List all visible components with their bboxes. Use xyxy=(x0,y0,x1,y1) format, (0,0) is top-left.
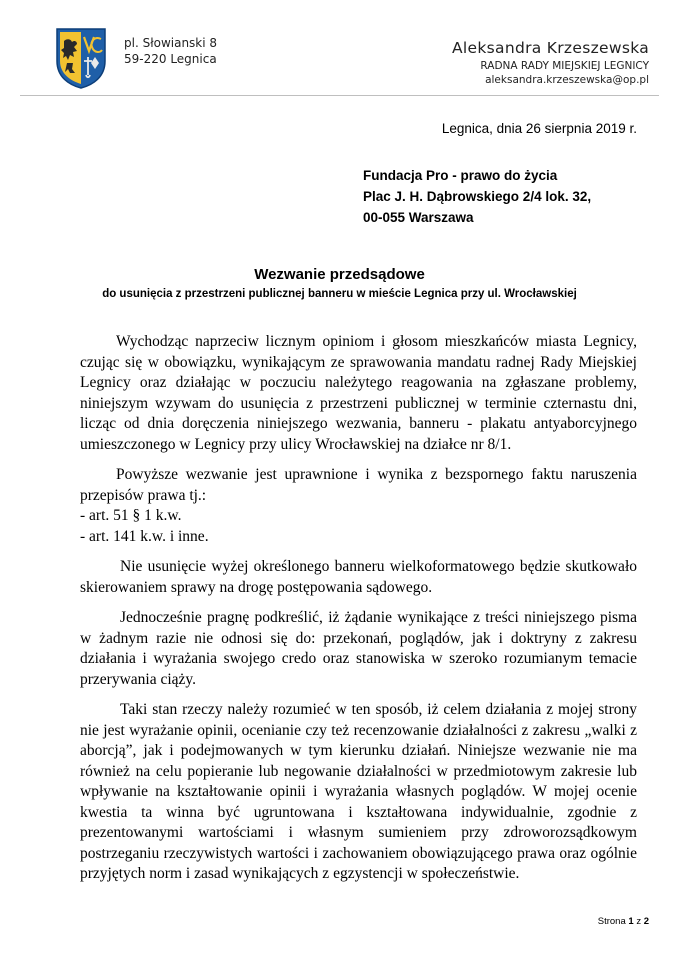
law-list-item: - art. 141 k.w. i inne. xyxy=(80,527,209,545)
page-of: z xyxy=(636,916,642,927)
paragraph-2: Powyższe wezwanie jest uprawnione i wynika z bezspornego faktu naruszenia przepisów prawa tj.: xyxy=(80,466,637,504)
address-line1: pl. Słowianski 8 xyxy=(124,36,218,50)
page-current: 1 xyxy=(628,916,634,927)
paragraph-5: Taki stan rzeczy należy rozumieć w ten sposób, iż celem działania z mojej strony nie jest wyrażanie opinii, ocenianie czy też recenzowanie działalności z zakresu „walki z aborcją”, jak i podejmowanych w tym kierunku działań. Niniejsze wezwanie nie ma również na celu popieranie lub negowanie działalności w przedmiotowym zakresie lub wpływanie na kształtowanie opinii i wyrażania własnych poglądów. W mojej ocenie kwestia ta winna być ugruntowana i kształtowana indywidualnie, zgodnie z prezentowanymi wartościami i własnym sumieniem przy zdroworozsądkowym postrzeganiu rzeczywistych wartości i zachowaniem obowiązującego prawa oraz ogólnie przyjętych norm i zasad wynikających z egzystencji w społeczeństwie. xyxy=(80,701,637,882)
page-number xyxy=(598,916,649,927)
header-divider xyxy=(20,95,659,96)
letter-title: Wezwanie przedsądowe xyxy=(254,266,425,283)
author-email: aleksandra.krzeszewska@op.pl xyxy=(485,74,649,86)
author-name: Aleksandra Krzeszewska xyxy=(452,39,649,57)
law-list xyxy=(80,506,637,547)
recipient-line2: Plac J. H. Dąbrowskiego 2/4 lok. 32, xyxy=(363,189,592,204)
page-label: Strona xyxy=(597,916,626,927)
recipient-address xyxy=(363,165,591,228)
letter-date: Legnica, dnia 26 sierpnia 2019 r. xyxy=(441,121,637,136)
legnica-coat-of-arms-icon xyxy=(55,27,107,89)
address-line2: 59-220 Legnica xyxy=(124,52,217,66)
sender-address xyxy=(124,35,217,67)
author-role: RADNA RADY MIEJSKIEJ LEGNICY xyxy=(480,60,649,72)
paragraph-3: Nie usunięcie wyżej określonego banneru wielkoformatowego będzie skutkowało skierowaniem sprawy na drogę postępowania sądowego. xyxy=(80,558,637,596)
page-total: 2 xyxy=(643,916,649,927)
paragraph-1: Wychodząc naprzeciw licznym opiniom i głosom mieszkańców miasta Legnicy, czując się w obowiązku, wynikającym ze sprawowania mandatu radnej Rady Miejskiej Legnicy oraz działając w poczuciu należytego reagowania na zgłaszane problemy, niniejszym wzywam do usunięcia z przestrzeni publicznej w terminie czternastu dni, licząc od dnia doręczenia niniejszego wezwania, banneru - plakatu antyaborcyjnego umieszczonego w Legnicy przy ulicy Wrocławskiej na działce nr 8/1. xyxy=(80,333,637,453)
recipient-line1: Fundacja Pro - prawo do życia xyxy=(363,168,558,183)
law-list-item: - art. 51 § 1 k.w. xyxy=(80,507,182,524)
letter-subtitle: do usunięcia z przestrzeni publicznej banneru w mieście Legnica przy ul. Wrocławskiej xyxy=(102,288,577,300)
author-block xyxy=(452,38,649,87)
recipient-line3: 00-055 Warszawa xyxy=(363,210,474,225)
paragraph-4: Jednocześnie pragnę podkreślić, iż żądanie wynikające z treści niniejszego pisma w żadnym razie nie odnosi się do: przekonań, poglądów, jak i doktryny z zakresu działania i wyrażania swojego credo oraz stanowiska w szeroko rozumianym temacie przerywania ciąży. xyxy=(80,609,637,688)
letter-body xyxy=(80,332,637,885)
